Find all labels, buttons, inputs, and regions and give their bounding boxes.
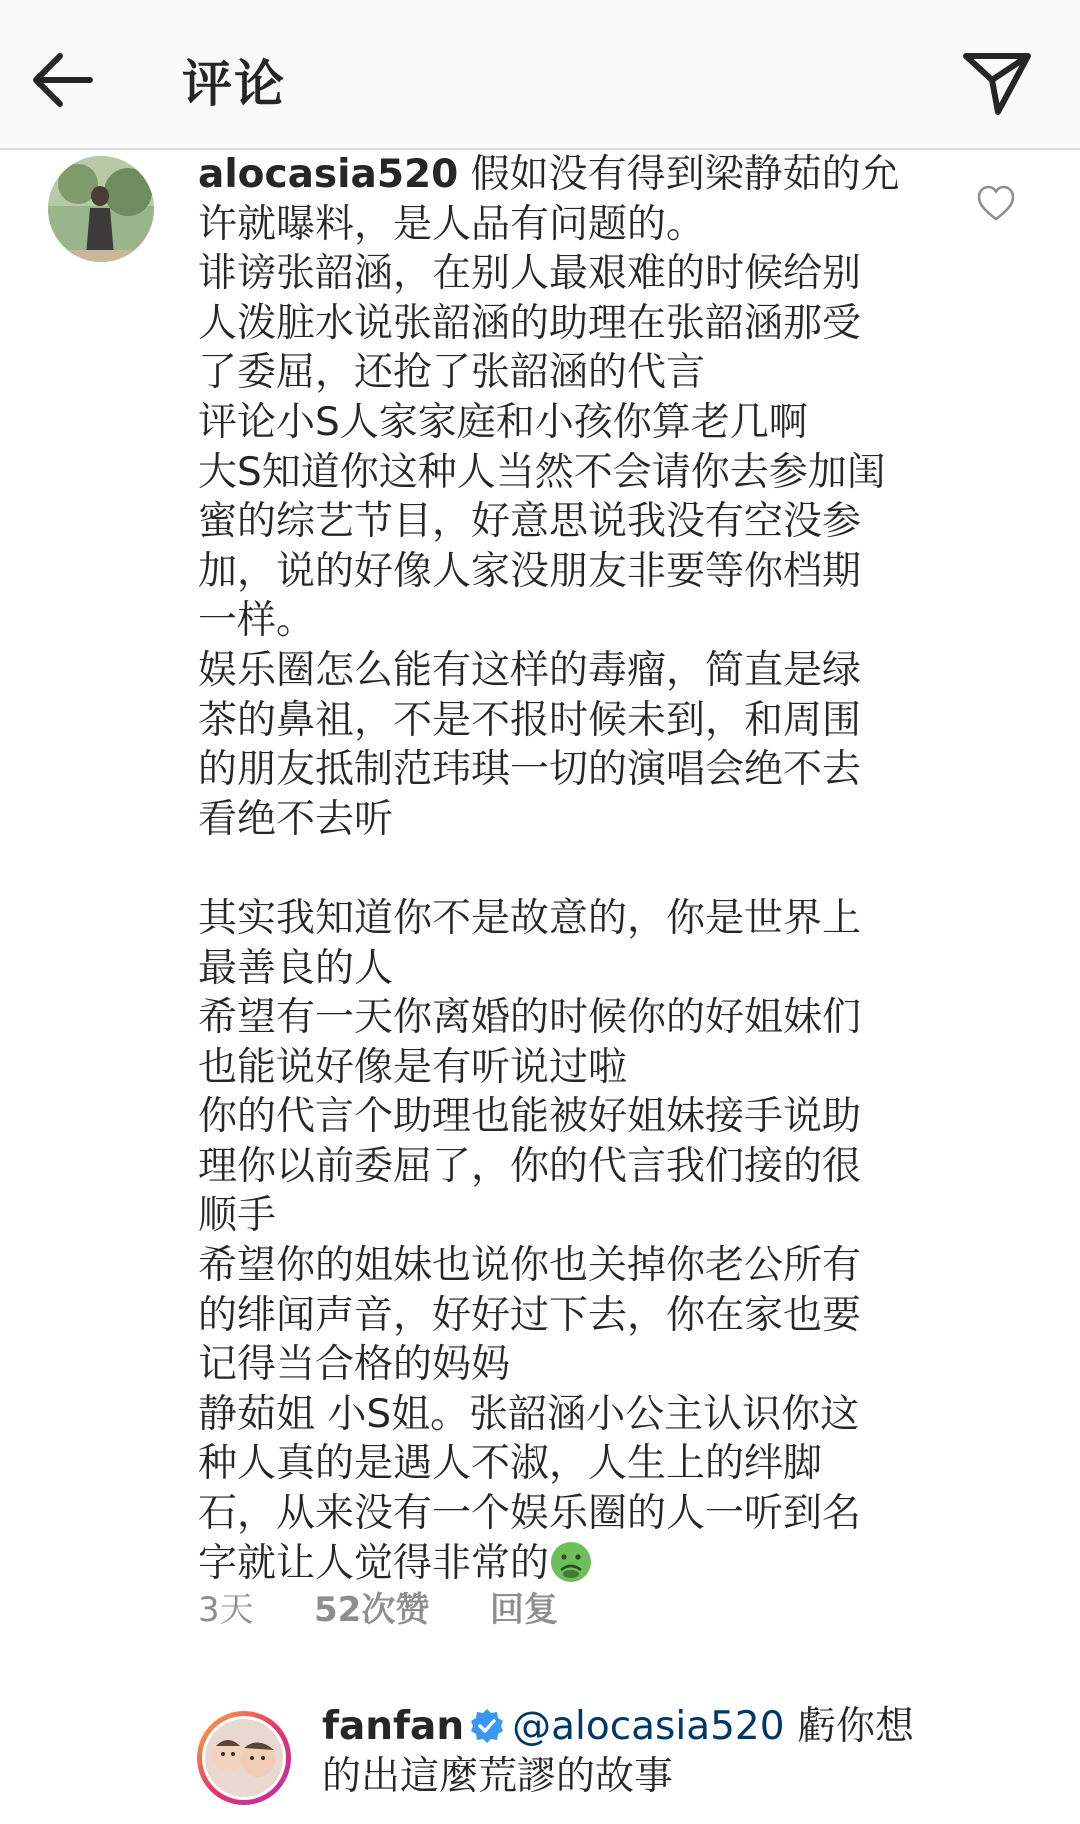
comment-line: 也能说好像是有听说过啦 (198, 1044, 628, 1090)
comment-line: 假如没有得到梁静茹的允 (470, 152, 900, 197)
comment-line: 顺手 (198, 1193, 277, 1239)
nauseated-face-icon (549, 1540, 593, 1584)
comment-line: 其实我知道你不是故意的，你是世界上 (198, 895, 862, 941)
comment-line: 许就曝料，是人品有问题的。 (198, 201, 706, 247)
comment-line: 人泼脏水说张韶涵的助理在张韶涵那受 (198, 300, 862, 346)
reply-text (322, 1702, 962, 1801)
like-heart-icon[interactable] (976, 184, 1016, 224)
comment-line: 字就让人觉得非常的 (198, 1540, 550, 1586)
comment-username[interactable]: alocasia520 (198, 152, 459, 197)
comment-time: 3天 (198, 1590, 254, 1630)
verified-badge-icon (468, 1707, 506, 1745)
comment-line: 石，从来没有一个娱乐圈的人一听到名 (198, 1491, 862, 1537)
comment-likes[interactable]: 52次赞 (314, 1590, 430, 1630)
reply-username[interactable]: fanfan (322, 1704, 465, 1749)
comment-line: 娱乐圈怎么能有这样的毒瘤，简直是绿 (198, 647, 862, 693)
comment-line: 一样。 (198, 598, 316, 644)
comment-line: 茶的鼻祖，不是不报时候未到，和周围 (198, 697, 862, 743)
top-bar (0, 0, 1080, 150)
comment-line: 理你以前委屈了，你的代言我们接的很 (198, 1143, 862, 1189)
direct-send-icon[interactable] (958, 40, 1038, 120)
avatar[interactable] (48, 156, 154, 262)
reply-line: 的出這麼荒謬的故事 (322, 1753, 674, 1799)
comment-line: 蜜的综艺节目，好意思说我没有空没参 (198, 499, 862, 545)
comment-line: 的绯闻声音，好好过下去，你在家也要 (198, 1292, 862, 1338)
back-arrow-icon[interactable] (32, 40, 112, 120)
comment-line: 种人真的是遇人不淑，人生上的绊脚 (198, 1441, 823, 1487)
reply-button[interactable]: 回复 (490, 1590, 558, 1630)
comment-line: 希望有一天你离婚的时候你的好姐妹们 (198, 995, 862, 1041)
comment-line: 评论小S人家家庭和小孩你算老几啊 (198, 399, 808, 445)
comment-line: 希望你的姐妹也说你也关掉你老公所有 (198, 1243, 862, 1289)
mention-link[interactable]: @alocasia520 (512, 1704, 785, 1749)
comment-line: 大S知道你这种人当然不会请你去参加闺 (198, 449, 886, 495)
comment-line: 的朋友抵制范玮琪一切的演唱会绝不去 (198, 747, 862, 793)
comment-line: 了委屈，还抢了张韶涵的代言 (198, 350, 706, 396)
comment-meta (198, 1582, 558, 1631)
reply-avatar[interactable] (196, 1710, 292, 1806)
page-title: 评论 (182, 55, 286, 113)
comment-line: 你的代言个助理也能被好姐妹接手说助 (198, 1094, 862, 1140)
reply-line: 虧你想 (784, 1704, 914, 1749)
comment-line: 看绝不去听 (198, 796, 394, 842)
comment-text (198, 150, 938, 1588)
comment-line: 最善良的人 (198, 945, 394, 991)
comment-line: 加，说的好像人家没朋友非要等你档期 (198, 548, 862, 594)
comment-line: 记得当合格的妈妈 (198, 1342, 511, 1388)
comment-line: 静茹姐 小S姐。张韶涵小公主认识你这 (198, 1391, 860, 1437)
comment-line: 诽谤张韶涵，在别人最艰难的时候给别 (198, 251, 862, 297)
